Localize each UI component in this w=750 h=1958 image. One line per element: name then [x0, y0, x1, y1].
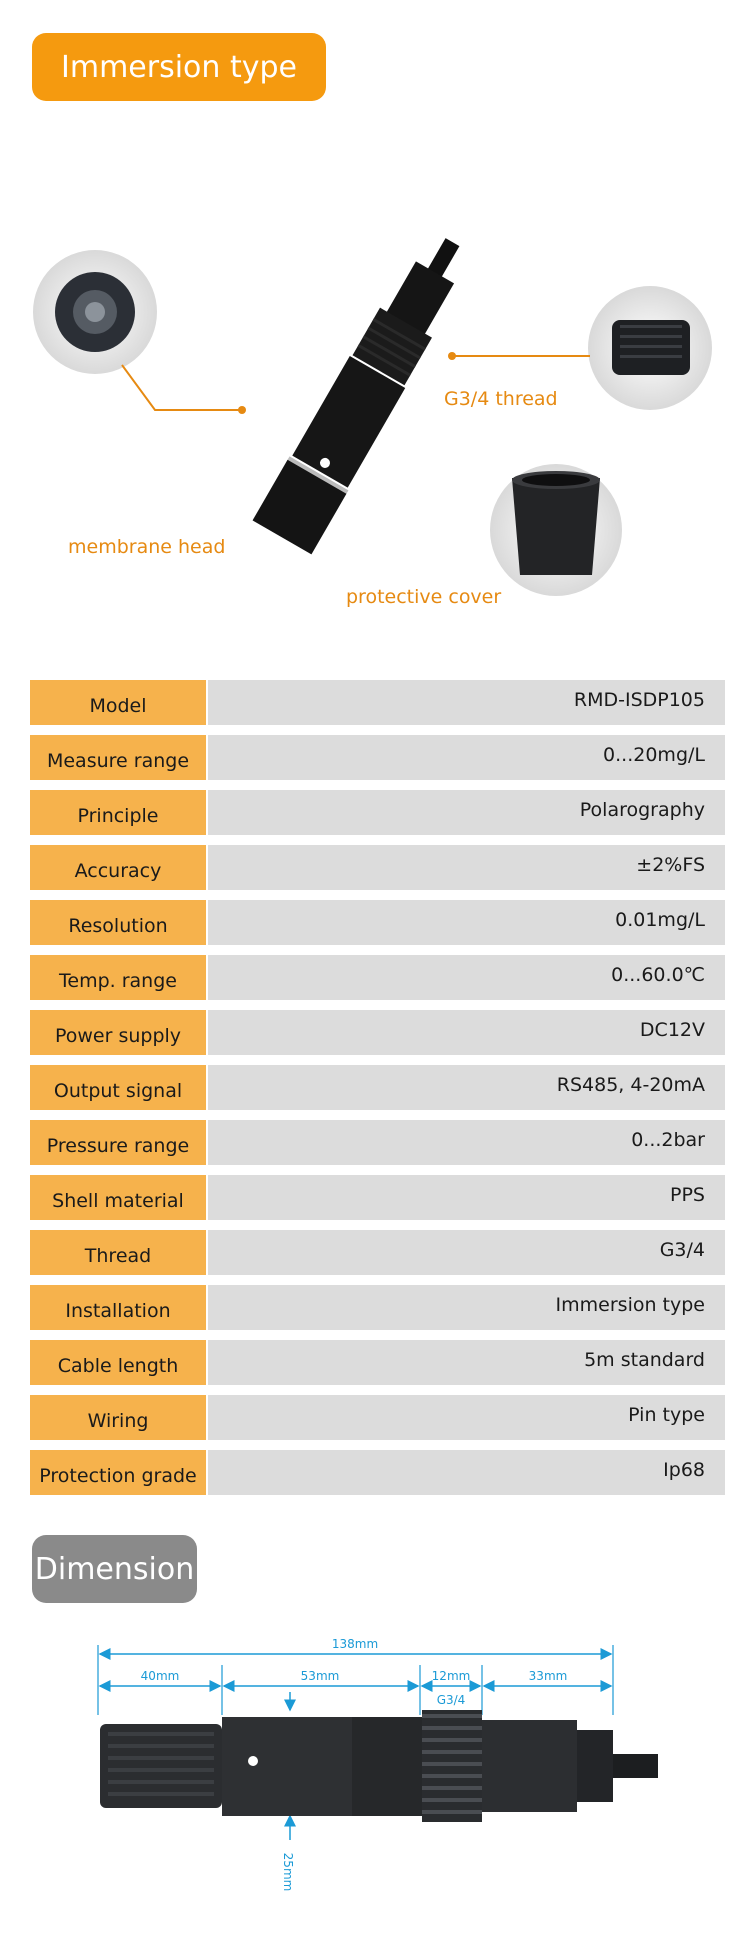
spec-value: Pin type: [208, 1395, 725, 1440]
spec-label: Cable length: [30, 1340, 206, 1385]
spec-value: 0...60.0℃: [208, 955, 725, 1000]
spec-value: DC12V: [208, 1010, 725, 1055]
spec-value: G3/4: [208, 1230, 725, 1275]
dimension-drawing: [0, 1620, 750, 1920]
spec-row: [30, 1175, 725, 1220]
spec-row: [30, 1285, 725, 1330]
spec-label: Shell material: [30, 1175, 206, 1220]
spec-row: [30, 1230, 725, 1275]
spec-value: 0...20mg/L: [208, 735, 725, 780]
section-title-immersion: [32, 33, 326, 101]
product-illustration: [0, 120, 750, 640]
spec-row: [30, 790, 725, 835]
spec-label: Resolution: [30, 900, 206, 945]
spec-row: [30, 1065, 725, 1110]
spec-label: Thread: [30, 1230, 206, 1275]
dim-seg2: 53mm: [300, 1669, 340, 1683]
dim-seg4: 33mm: [528, 1669, 568, 1683]
spec-value: PPS: [208, 1175, 725, 1220]
spec-row: [30, 1120, 725, 1165]
spec-label: Protection grade: [30, 1450, 206, 1495]
spec-value: Ip68: [208, 1450, 725, 1495]
spec-value: ±2%FS: [208, 845, 725, 890]
spec-row: [30, 1395, 725, 1440]
spec-label: Measure range: [30, 735, 206, 780]
spec-value: RS485, 4-20mA: [208, 1065, 725, 1110]
sensor-side-view: [100, 1710, 658, 1822]
callout-membrane-head: membrane head: [68, 536, 226, 558]
spec-value: Immersion type: [208, 1285, 725, 1330]
section-title-text: Immersion type: [61, 49, 297, 85]
dim-total: 138mm: [331, 1637, 379, 1651]
spec-label: Temp. range: [30, 955, 206, 1000]
callout-thread: G3/4 thread: [444, 388, 558, 410]
spec-row: [30, 1450, 725, 1495]
spec-value: Polarography: [208, 790, 725, 835]
spec-label: Installation: [30, 1285, 206, 1330]
spec-value: 5m standard: [208, 1340, 725, 1385]
spec-row: [30, 1010, 725, 1055]
spec-row: [30, 900, 725, 945]
product-hero: [0, 120, 750, 640]
dim-seg1: 40mm: [140, 1669, 180, 1683]
dimension-svg: [0, 1620, 750, 1920]
spec-label: Accuracy: [30, 845, 206, 890]
dim-diameter: 25mm: [281, 1852, 295, 1892]
spec-value: RMD-ISDP105: [208, 680, 725, 725]
dimension-title-text: Dimension: [34, 1551, 195, 1587]
spec-label: Principle: [30, 790, 206, 835]
spec-row: [30, 735, 725, 780]
spec-row: [30, 1340, 725, 1385]
spec-value: 0.01mg/L: [208, 900, 725, 945]
spec-row: [30, 845, 725, 890]
dim-seg3: 12mm: [431, 1669, 471, 1683]
spec-row: [30, 955, 725, 1000]
spec-label: Output signal: [30, 1065, 206, 1110]
dim-thread: G3/4: [436, 1693, 466, 1707]
spec-label: Power supply: [30, 1010, 206, 1055]
spec-row: [30, 680, 725, 725]
spec-table: [30, 680, 725, 1505]
spec-value: 0...2bar: [208, 1120, 725, 1165]
section-title-dimension: [32, 1535, 197, 1603]
spec-label: Wiring: [30, 1395, 206, 1440]
callout-protective-cover: protective cover: [346, 586, 502, 608]
spec-label: Model: [30, 680, 206, 725]
spec-label: Pressure range: [30, 1120, 206, 1165]
